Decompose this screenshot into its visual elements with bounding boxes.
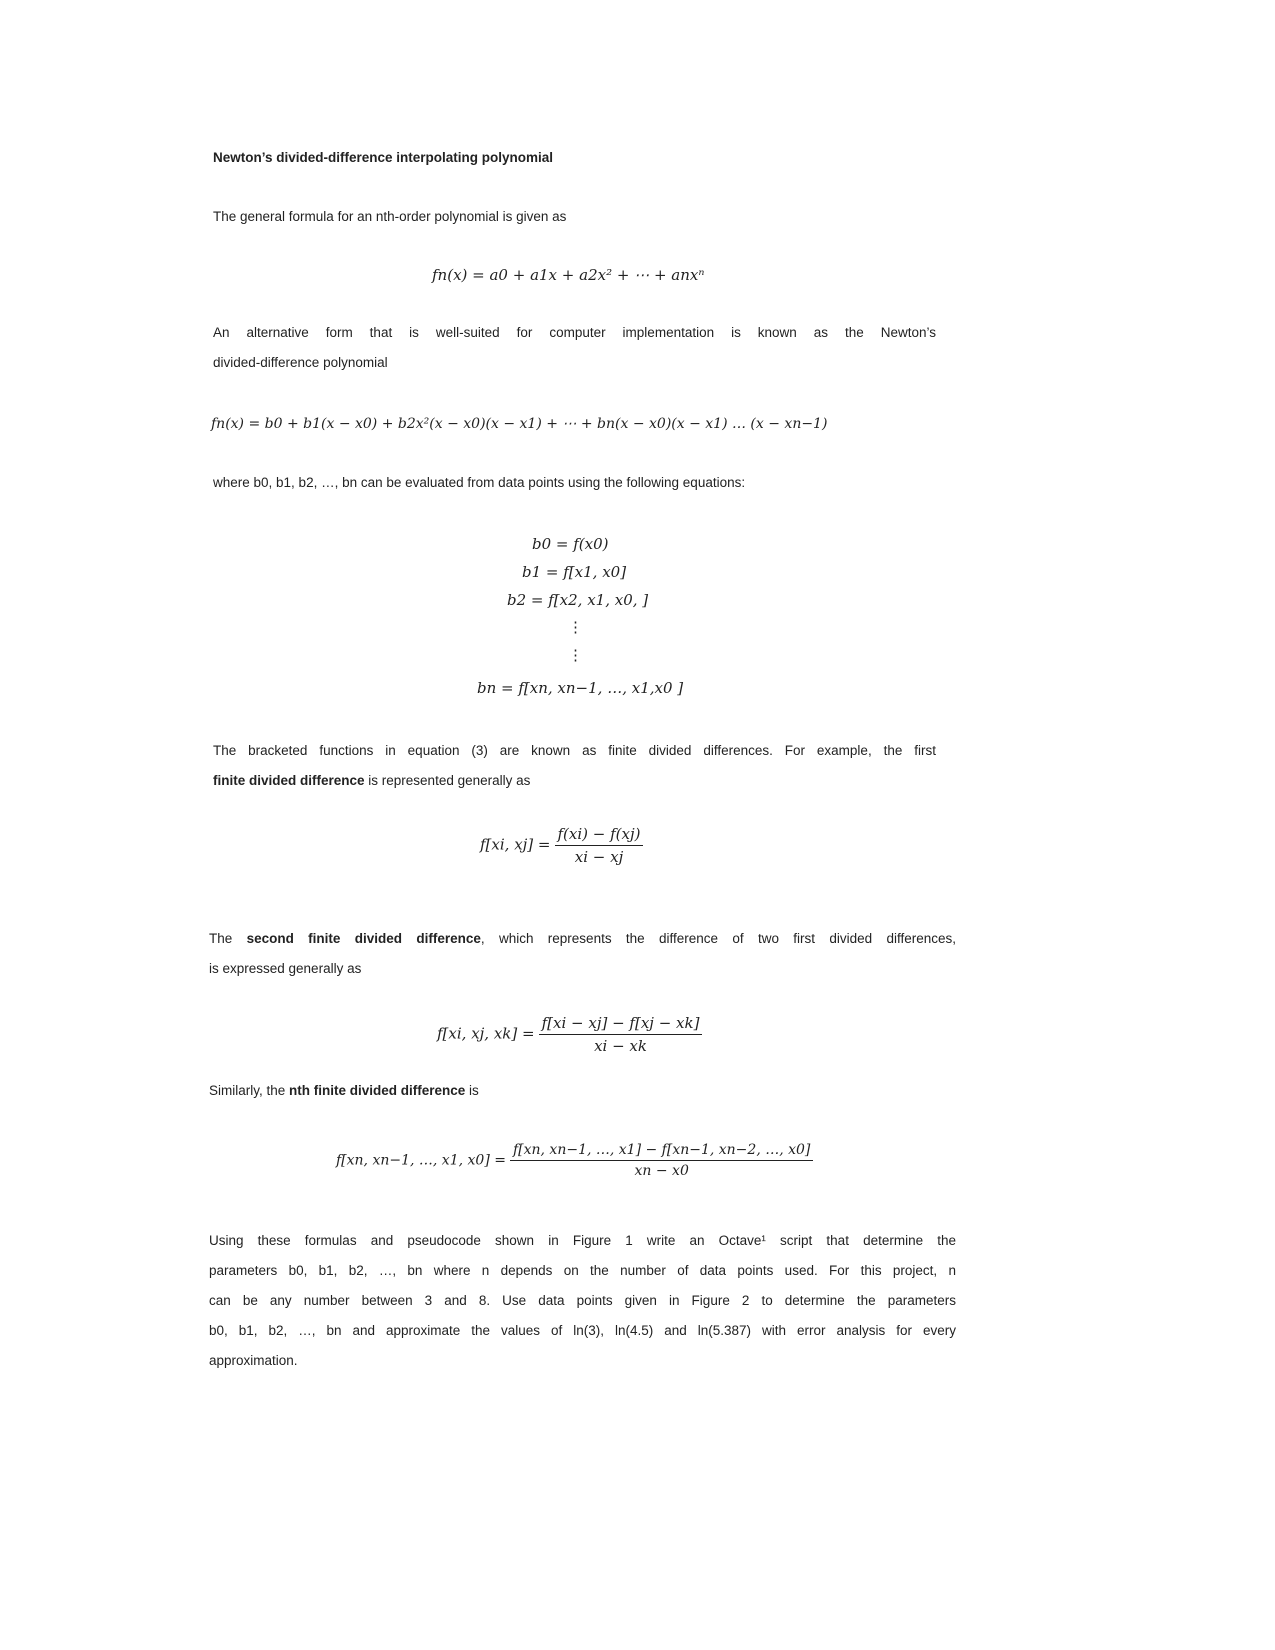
paragraph-second-line2: is expressed generally as <box>209 961 362 976</box>
text-similarly: Similarly, the <box>209 1083 290 1098</box>
equation-second-divided-difference <box>437 1014 702 1055</box>
paragraph-similarly <box>209 1076 479 1106</box>
paragraph-bracketed-line1: The bracketed functions in equation (3) are known as finite divided differences. For example, the first <box>213 743 936 758</box>
eq6-numerator: f[xn, xn−1, …, x1] − f[xn−1, xn−2, …, x0] <box>510 1142 813 1161</box>
paragraph-task-line5: approximation. <box>209 1353 298 1368</box>
eq4-lhs: f[xi, xj] = <box>480 835 551 854</box>
paragraph-alternative-line2: divided-difference polynomial <box>213 355 388 370</box>
eq6-denominator: xn − x0 <box>634 1163 689 1179</box>
eq5-lhs: f[xi, xj, xk] = <box>437 1024 535 1043</box>
text-which: , which represents the difference of two first divided differences, <box>480 931 957 946</box>
eq4-denominator: xi − xj <box>574 848 624 866</box>
paragraph-task-line4: b0, b1, b2, …, bn and approximate the values of ln(3), ln(4.5) and ln(5.387) with error analysis for every <box>209 1323 956 1338</box>
text-the: The <box>209 931 247 946</box>
paragraph-where: where b0, b1, b2, …, bn can be evaluated from data points using the following equations: <box>213 475 746 490</box>
equation-bn: bn = f[xn, xn−1, …, x1,x0 ] <box>477 679 684 697</box>
equation-b0: b0 = f(x0) <box>532 535 609 553</box>
section-title: Newton’s divided-difference interpolating polynomial <box>213 150 554 165</box>
equation-general-polynomial: fn(x) = a0 + a1x + a2x² + ⋯ + anxⁿ <box>432 266 705 284</box>
paragraph-task-line3: can be any number between 3 and 8. Use data points given in Figure 2 to determine the parameters <box>209 1293 956 1308</box>
equation-b2: b2 = f[x2, x1, x0, ] <box>507 591 649 609</box>
equation-newton-polynomial: fn(x) = b0 + b1(x − x0) + b2x²(x − x0)(x − x1) + ⋯ + bn(x − x0)(x − x1) … (x − xn−1) <box>211 416 828 432</box>
eq6-lhs: f[xn, xn−1, …, x1, x0] = <box>336 1152 506 1169</box>
eq5-numerator: f[xi − xj] − f[xj − xk] <box>539 1014 703 1035</box>
paragraph-alternative-line1: An alternative form that is well-suited for computer implementation is known as the Newton’s <box>213 325 936 340</box>
eq4-numerator: f(xi) − f(xj) <box>555 825 644 846</box>
paragraph-task-line1: Using these formulas and pseudocode shown in Figure 1 write an Octave¹ script that determine the <box>209 1233 956 1248</box>
eq5-fraction <box>539 1014 703 1055</box>
equation-nth-divided-difference <box>336 1142 813 1179</box>
equation-first-divided-difference <box>480 825 643 866</box>
equation-b1: b1 = f[x1, x0] <box>522 563 627 581</box>
eq5-denominator: xi − xk <box>594 1037 647 1055</box>
vertical-ellipsis-2: ⋮ <box>568 646 583 664</box>
paragraph-task-line2: parameters b0, b1, b2, …, bn where n depends on the number of data points used. For this project, n <box>209 1263 956 1278</box>
eq6-fraction <box>510 1142 813 1179</box>
text-represented: is represented generally as <box>364 773 531 788</box>
paragraph-bracketed-line2 <box>213 766 530 796</box>
term-first-finite-divided-difference: finite divided difference <box>213 773 365 788</box>
paragraph-second-line1 <box>209 924 956 954</box>
term-nth-finite-divided-difference: nth finite divided difference <box>289 1083 466 1098</box>
term-second-finite-divided-difference: second finite divided difference <box>246 931 481 946</box>
vertical-ellipsis-1: ⋮ <box>568 618 583 636</box>
paragraph-intro: The general formula for an nth-order polynomial is given as <box>213 209 567 224</box>
eq4-fraction <box>555 825 644 866</box>
text-is: is <box>465 1083 479 1098</box>
